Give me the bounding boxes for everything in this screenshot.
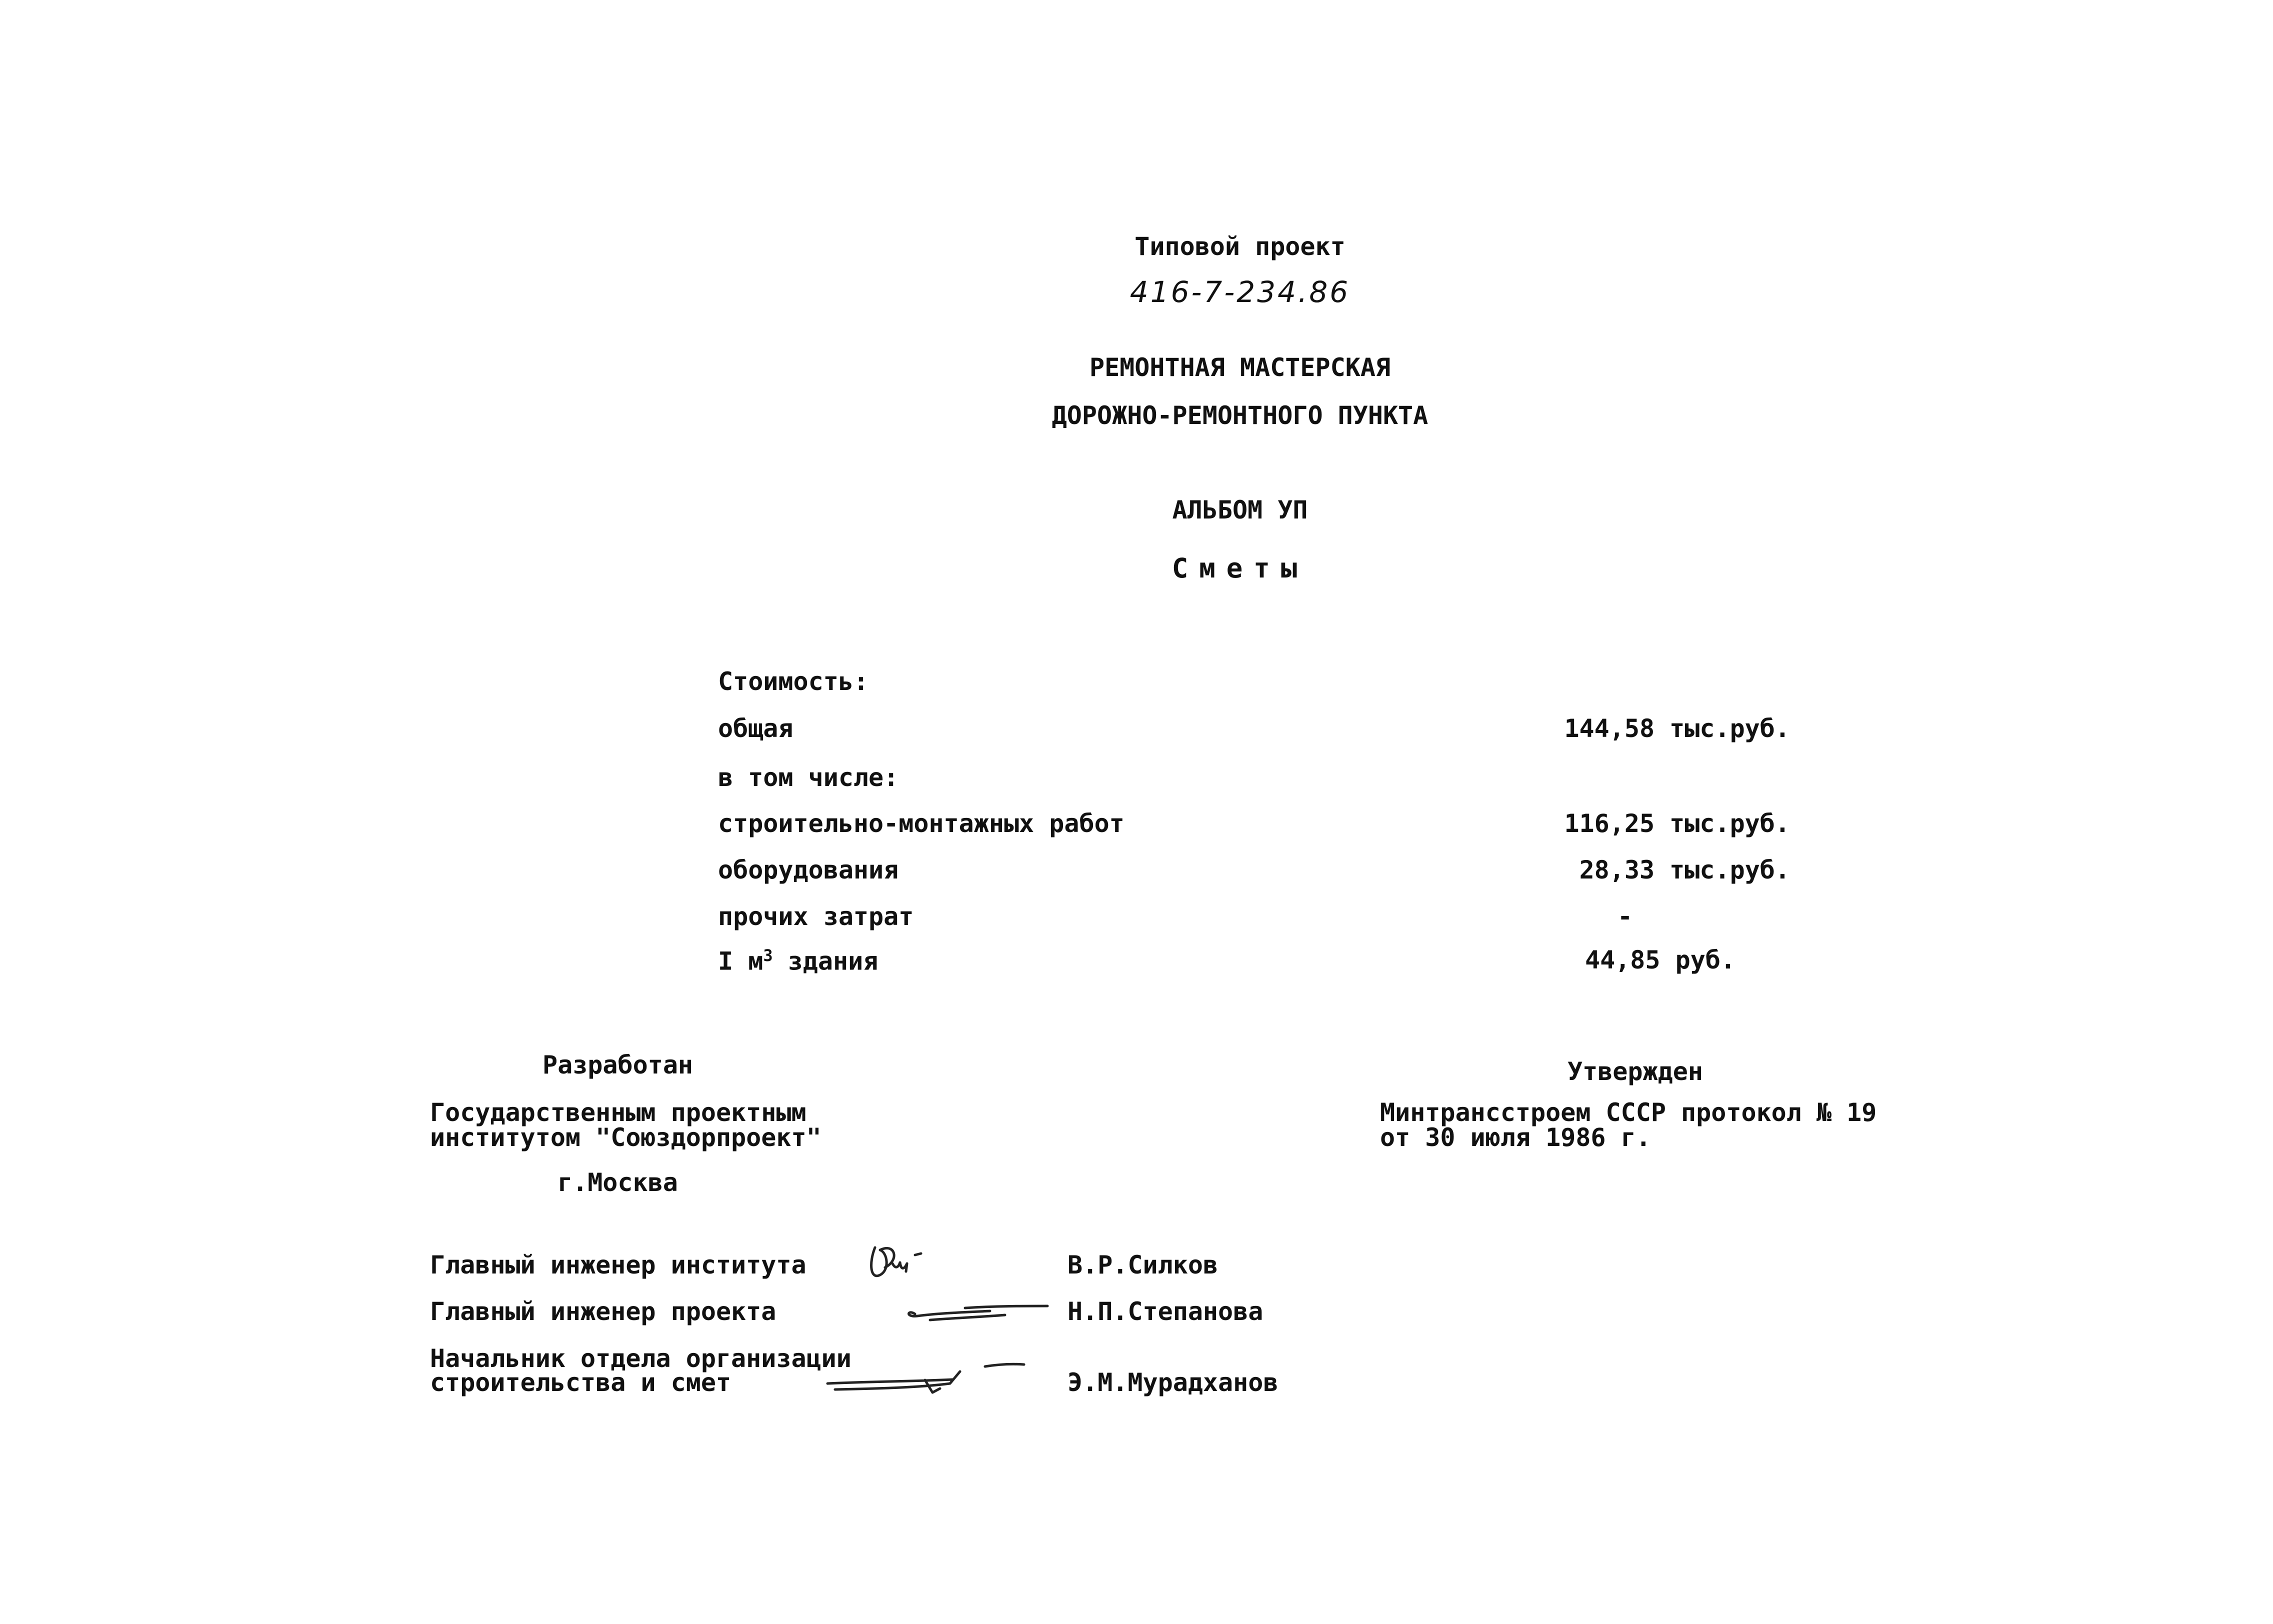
handwritten-signature-stepanova [900,1295,1050,1325]
cost-label-including: в том числе: [718,763,899,792]
approved-line1: Минтрансстроем СССР протокол № 19 [1380,1098,1877,1127]
handwritten-signature-muradkhanov [825,1352,1035,1398]
cost-label-total: общая [718,714,794,743]
signature-role-head-department-line2: строительства и смет [430,1368,732,1397]
cost-label-construction: строительно-монтажных работ [718,809,1124,838]
approved-line2: от 30 июля 1986 г. [1380,1123,1651,1152]
developed-city: г.Москва [558,1168,678,1197]
album-label: АЛЬБОМ УП [1172,496,1308,524]
cost-label-per-m3: I $м^3$ здания [718,946,878,976]
cost-value-other: - [1617,902,1633,931]
project-number: 416-7-234.86 [1130,275,1350,309]
cost-label-equipment: оборудования [718,856,899,884]
signature-name-stepanova: Н.П.Степанова [1068,1297,1264,1326]
signature-name-muradkhanov: Э.М.Мурадханов [1068,1368,1278,1397]
cost-value-equipment: 28,33 тыс.руб. [1579,856,1790,884]
signature-role-chief-engineer-institute: Главный инженер института [430,1250,806,1280]
signature-name-silkov: В.Р.Силков [1068,1250,1218,1280]
title-line1: РЕМОНТНАЯ МАСТЕРСКАЯ [1089,353,1391,382]
approved-heading: Утвержден [1568,1057,1703,1086]
handwritten-signature-silkov [865,1232,965,1288]
signature-role-chief-engineer-project: Главный инженер проекта [430,1297,776,1326]
project-type: Типовой проект [1134,232,1346,261]
developed-line2: институтом "Союздорпроект" [430,1123,822,1152]
cost-value-construction: 116,25 тыс.руб. [1564,809,1790,838]
developed-heading: Разработан [542,1050,694,1080]
cost-value-per-m3: 44,85 руб. [1585,946,1736,974]
cost-label-other: прочих затрат [718,902,914,931]
subtitle: Сметы [1172,552,1308,584]
cost-heading: Стоимость: [718,667,869,696]
signature-role-head-department-line1: Начальник отдела организации [430,1344,852,1373]
cost-value-total: 144,58 тыс.руб. [1564,714,1790,743]
developed-line1: Государственным проектным [430,1098,806,1127]
title-line2: ДОРОЖНО-РЕМОНТНОГО ПУНКТА [1052,401,1428,430]
